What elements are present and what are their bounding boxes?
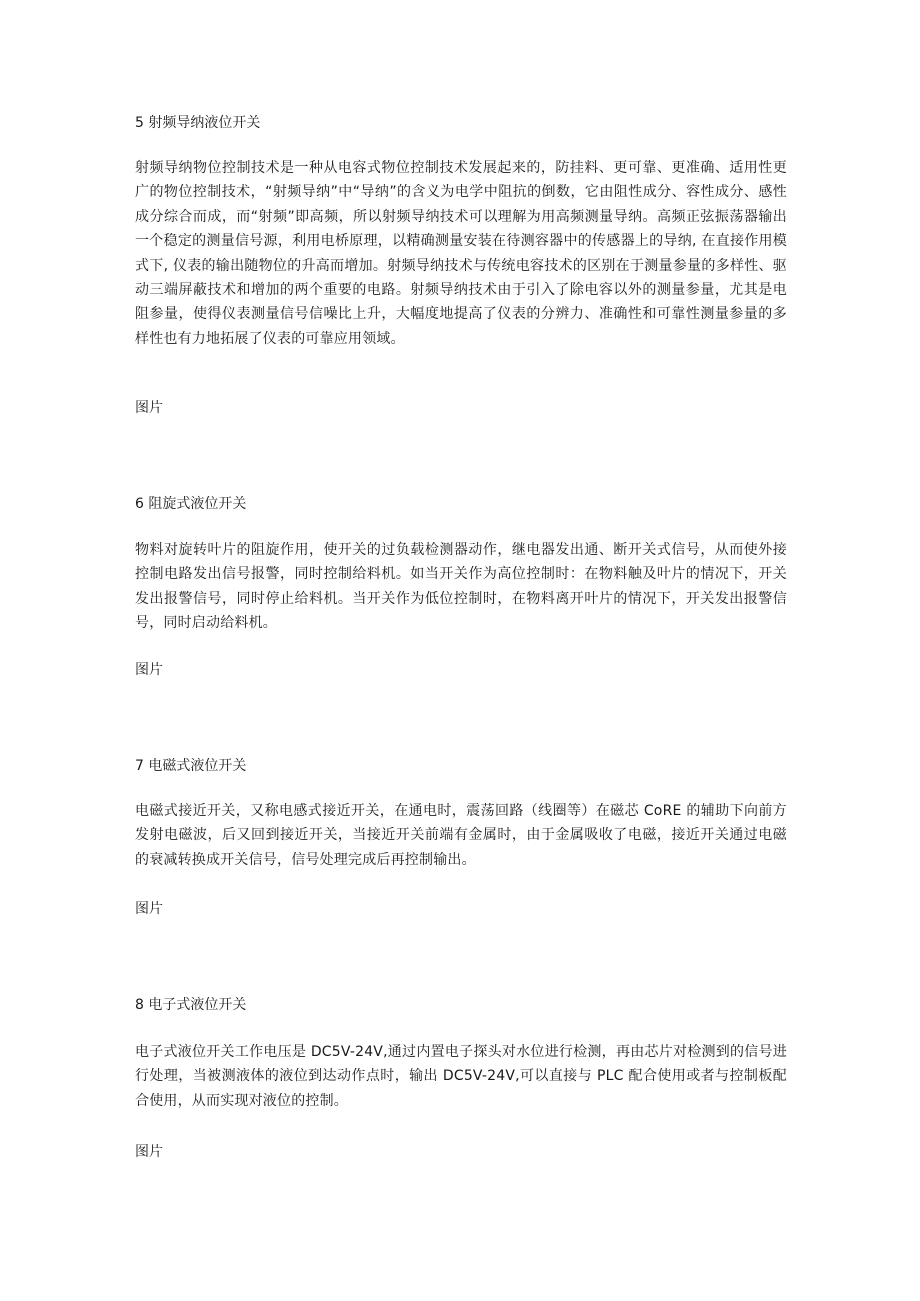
image-placeholder-8: 图片 bbox=[135, 1144, 163, 1160]
image-placeholder-7: 图片 bbox=[135, 901, 163, 917]
section-heading-6: 6 阻旋式液位开关 bbox=[135, 496, 247, 512]
section-body-6: 物料对旋转叶片的阻旋作用，使开关的过负载检测器动作，继电器发出通、断开关式信号，从而使外接控制电路发出信号报警，同时控制给料机。如当开关作为高位控制时：在物料触及叶片的情况下，开关发出报警信号，同时停止给料机。当开关作为低位控制时，在物料离开叶片的情况下，开关发出报警信号，同时启动给料机。 bbox=[135, 542, 787, 632]
image-placeholder-6: 图片 bbox=[135, 662, 163, 678]
section-body-8: 电子式液位开关工作电压是 DC5V-24V,通过内置电子探头对水位进行检测，再由芯片对检测到的信号进行处理，当被测液体的液位到达动作点时，输出 DC5V-24V,可以直接与 PLC 配合使用或者与控制板配合使用，从而实现对液位的控制。 bbox=[135, 1044, 787, 1109]
image-placeholder-5: 图片 bbox=[135, 400, 163, 416]
section-heading-5: 5 射频导纳液位开关 bbox=[135, 115, 261, 131]
section-body-7: 电磁式接近开关，又称电感式接近开关，在通电时，震荡回路（线圈等）在磁芯 CoRE 的辅助下向前方发射电磁波，后又回到接近开关，当接近开关前端有金属时，由于金属吸收了电磁，接近开关通过电磁的衰减转换成开关信号，信号处理完成后再控制输出。 bbox=[135, 803, 787, 868]
section-heading-8: 8 电子式液位开关 bbox=[135, 997, 247, 1013]
section-body-5: 射频导纳物位控制技术是一种从电容式物位控制技术发展起来的，防挂料、更可靠、更准确、适用性更广的物位控制技术，“射频导纳”中“导纳”的含义为电学中阻抗的倒数，它由阻性成分、容性成分、感性成分综合而成，而“射频”即高频，所以射频导纳技术可以理解为用高频测量导纳。高频正弦振荡器输出一个稳定的测量信号源，利用电桥原理，以精确测量安装在待测容器中的传感器上的导纳, 在直接作用模式下, 仪表的输出随物位的升高而增加。射频导纳技术与传统电容技术的区别在于测量参量的多样性、驱动三端屏蔽技术和增加的两个重要的电路。射频导纳技术由于引入了除电容以外的测量参量，尤其是电阻参量，使得仪表测量信号信噪比上升，大幅度地提高了仪表的分辨力、准确性和可靠性测量参量的多样性也有力地拓展了仪表的可靠应用领域。 bbox=[135, 160, 787, 347]
section-heading-7: 7 电磁式液位开关 bbox=[135, 758, 247, 774]
